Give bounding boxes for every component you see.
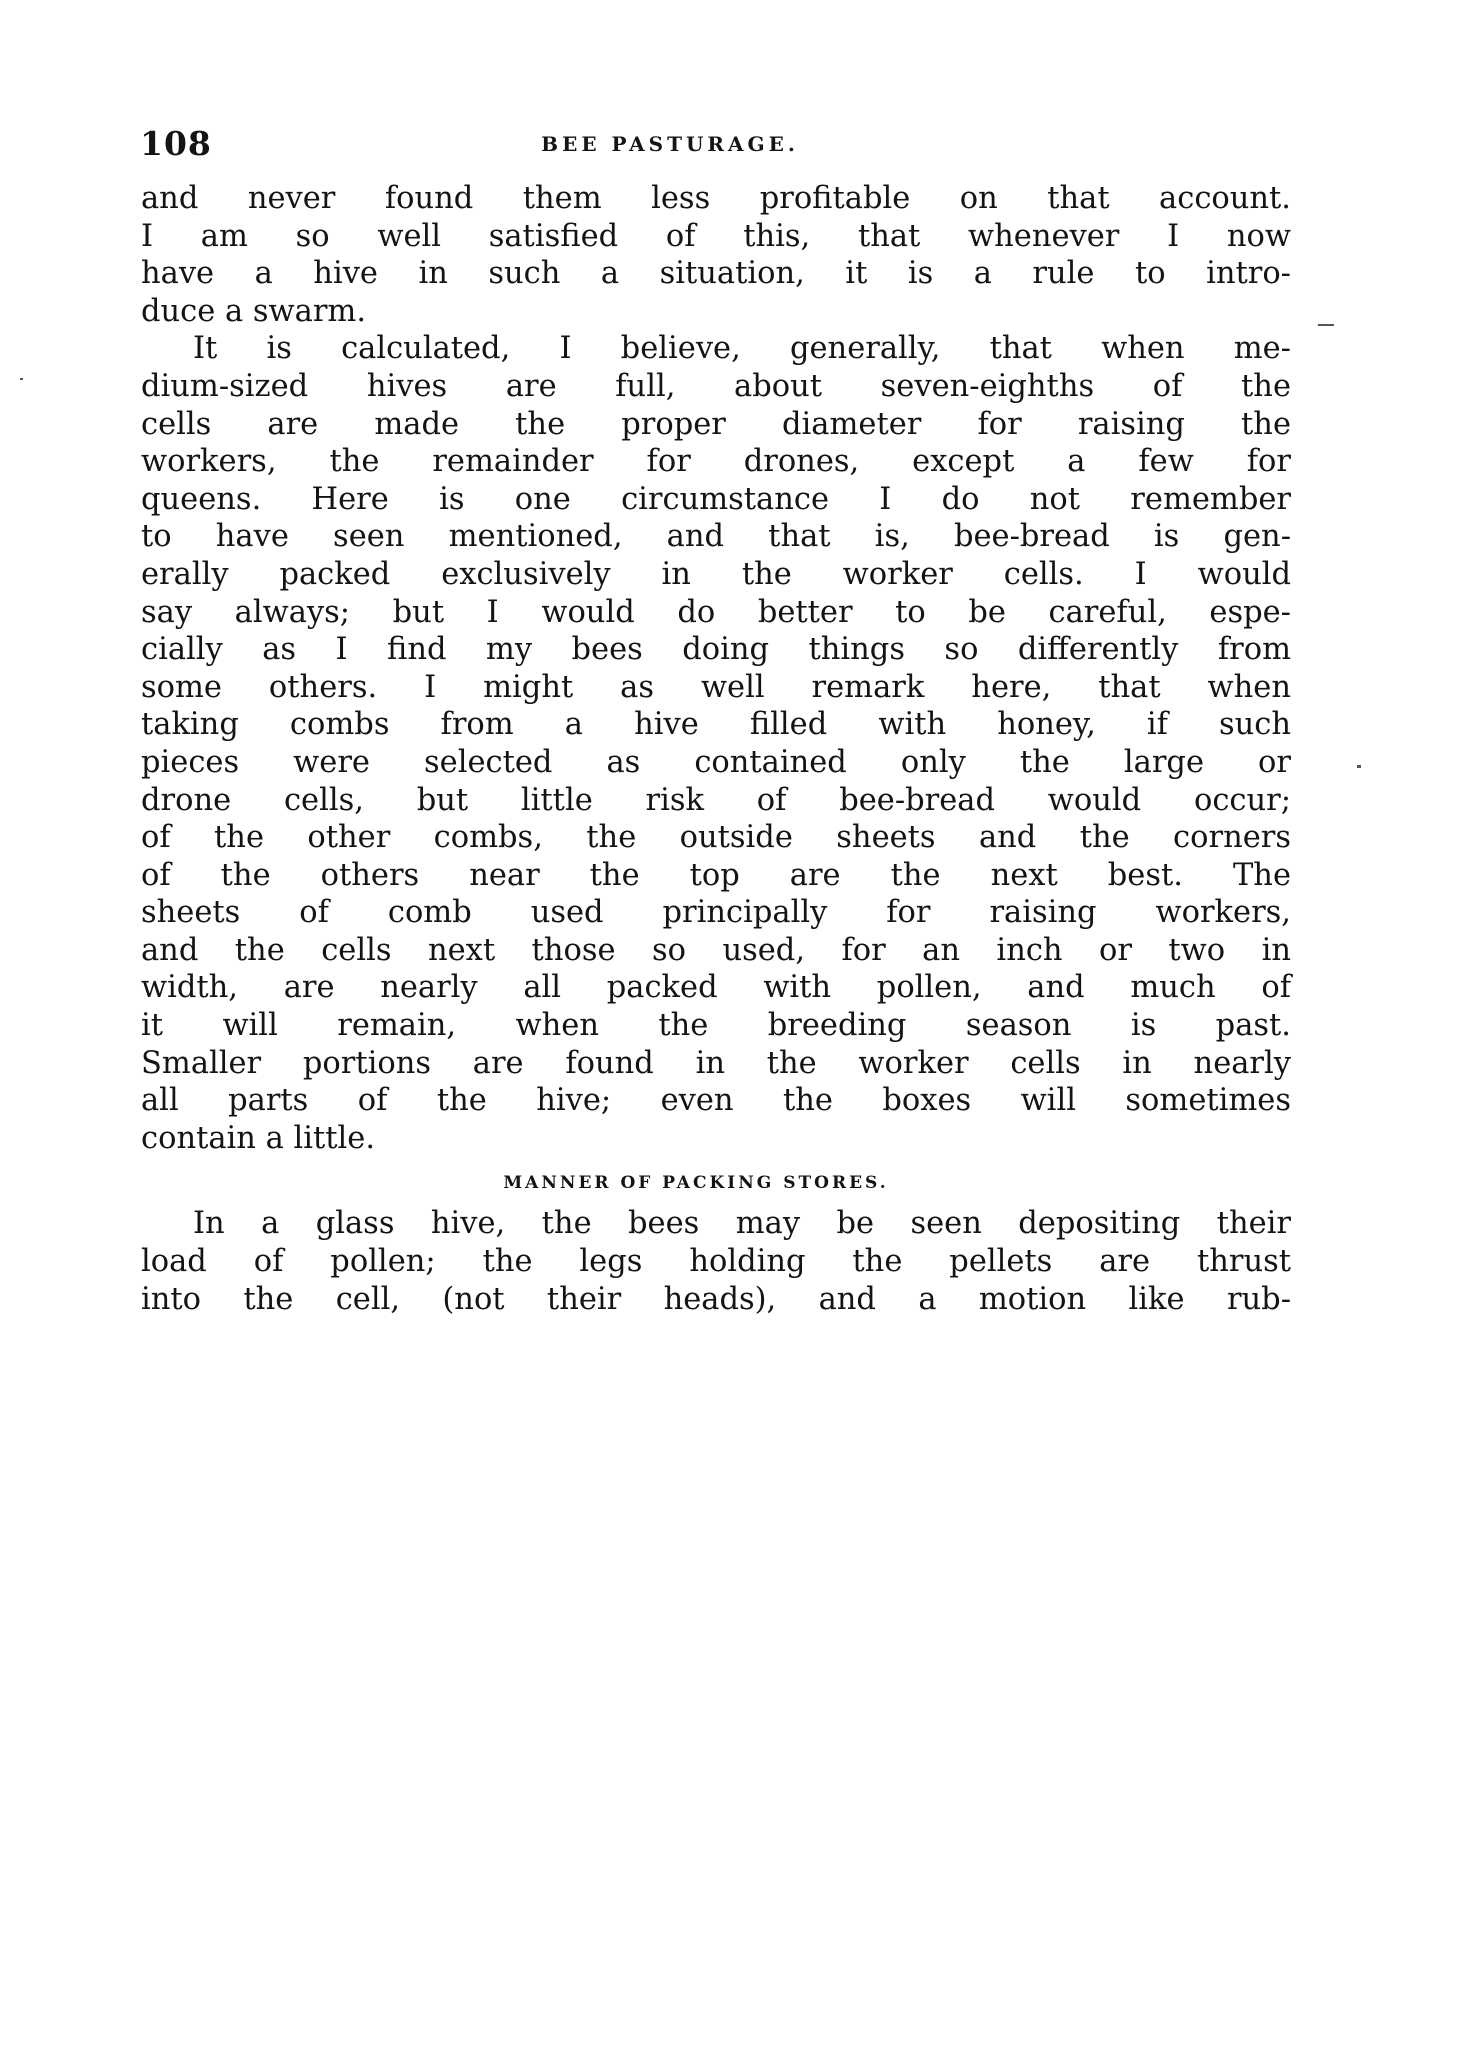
paragraph [141,1205,1291,1318]
text-line: cially as I find my bees doing things so differently from [141,632,1291,668]
text-line: sheets of comb used principally for raising workers, [141,895,1291,931]
paragraph [141,330,1291,1157]
text-line: some others. I might as well remark here, that when [141,669,1291,705]
page-number: 108 [140,124,212,163]
text-line: It is calculated, I believe, generally, that when me- [193,331,1291,367]
text-line: and never found them less profitable on that account. [141,181,1291,216]
scan-speck [1357,765,1361,768]
text-line: cells are made the proper diameter for raising the [141,406,1291,442]
text-line: In a glass hive, the bees may be seen depositing their [193,1206,1291,1242]
paragraph [141,180,1291,330]
text-line: of the other combs, the outside sheets and the corners [141,820,1291,856]
text-line: have a hive in such a situation, it is a rule to intro- [141,256,1291,292]
text-line: dium-sized hives are full, about seven-eighths of the [141,368,1291,404]
running-title: BEE PASTURAGE. [541,132,799,156]
text-line: queens. Here is one circumstance I do not remember [141,481,1291,517]
running-head [140,124,1290,164]
text-line: of the others near the top are the next best. The [141,857,1291,893]
text-line: all parts of the hive; even the boxes will sometimes [141,1083,1291,1119]
text-line: erally packed exclusively in the worker cells. I would [141,556,1291,592]
text-line: pieces were selected as contained only the large or [141,744,1291,780]
scan-speck [1318,324,1334,326]
text-line: and the cells next those so used, for an inch or two in [141,932,1291,968]
text-line: to have seen mentioned, and that is, bee-bread is gen- [141,519,1291,555]
scan-speck [20,378,23,380]
text-line: say always; but I would do better to be careful, espe- [141,594,1291,630]
page-body [141,180,1291,1318]
text-line: width, are nearly all packed with pollen, and much of [141,970,1291,1006]
text-line: contain a little. [141,1120,376,1156]
text-line: duce a swarm. [141,293,367,329]
text-line: load of pollen; the legs holding the pellets are thrust [141,1244,1291,1280]
text-line: Smaller portions are found in the worker cells in nearly [141,1045,1291,1081]
text-line: into the cell, (not their heads), and a motion like rub- [141,1281,1291,1317]
text-line: I am so well satisfied of this, that whenever I now [141,218,1291,254]
text-line: it will remain, when the breeding season is past. [141,1008,1291,1044]
text-line: drone cells, but little risk of bee-bread would occur; [141,782,1291,818]
section-heading: MANNER OF PACKING STORES. [503,1173,889,1194]
text-line: workers, the remainder for drones, except a few for [141,444,1291,480]
text-line: taking combs from a hive filled with honey, if such [141,707,1291,743]
